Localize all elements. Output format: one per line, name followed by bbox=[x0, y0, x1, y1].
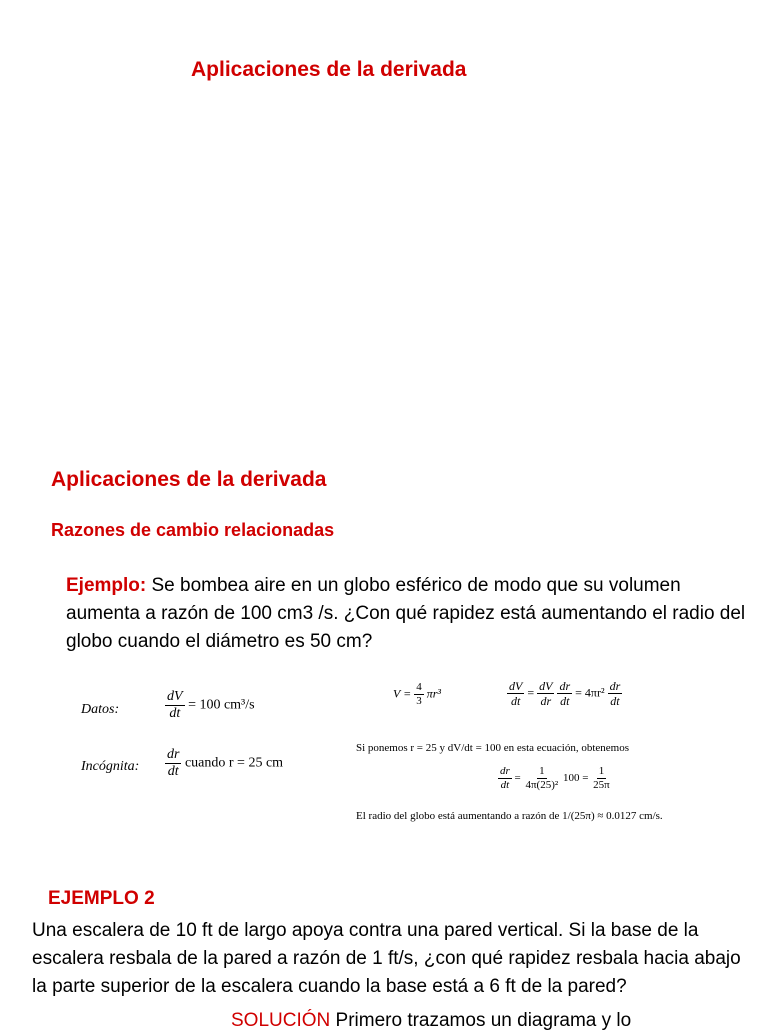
volume-fraction-den: 3 bbox=[416, 695, 422, 707]
page-title: Aplicaciones de la derivada bbox=[191, 58, 467, 81]
chain-frac-1 bbox=[507, 680, 524, 707]
chain-frac-1-den: dt bbox=[511, 694, 521, 708]
section-title: Aplicaciones de la derivada bbox=[51, 468, 327, 491]
chain-frac-4 bbox=[608, 680, 623, 707]
result-frac-2-num: 1 bbox=[539, 765, 545, 777]
result-frac-3 bbox=[591, 766, 612, 791]
result-frac-3-den: 25π bbox=[593, 779, 610, 791]
result-frac-3-num: 1 bbox=[598, 765, 605, 777]
datos-fraction bbox=[165, 690, 185, 721]
chain-frac-3-den: dt bbox=[560, 694, 570, 708]
chain-frac-4-den: dt bbox=[610, 694, 620, 708]
example-1-label: Ejemplo: bbox=[66, 575, 147, 596]
datos-fraction-num: dV bbox=[167, 689, 183, 704]
solution-line bbox=[231, 1010, 631, 1032]
incognita-fraction bbox=[165, 748, 181, 779]
chain-frac-1-num: dV bbox=[509, 679, 523, 693]
substitution-line: Si ponemos r = 25 y dV/dt = 100 en esta ecuación, obtenemos bbox=[356, 742, 629, 754]
chain-frac-2-den: dr bbox=[540, 694, 552, 708]
incognita-condition: cuando r = 25 cm bbox=[184, 755, 284, 771]
result-mid: 100 = bbox=[562, 772, 589, 785]
chain-rule-equation bbox=[507, 680, 622, 707]
volume-rhs: πr³ bbox=[426, 686, 441, 701]
result-frac-1-num: dr bbox=[500, 765, 510, 777]
volume-fraction bbox=[414, 682, 424, 707]
incognita-equation bbox=[165, 748, 283, 779]
example-2-paragraph: Una escalera de 10 ft de largo apoya contra una pared vertical. Si la base de la escalera resbala de la pared a razón de 1 ft/s, ¿con qué rapidez resbala hacia abajo la parte superior de la escalera cuando la base está a 6 ft de la pared? bbox=[32, 920, 741, 997]
chain-frac-2 bbox=[537, 680, 554, 707]
section-subtitle: Razones de cambio relacionadas bbox=[51, 520, 335, 540]
volume-lhs: V = bbox=[393, 686, 415, 701]
chain-frac-4-num: dr bbox=[609, 679, 621, 693]
chain-mid: = 4πr² bbox=[575, 685, 605, 700]
datos-value: = 100 cm³/s bbox=[188, 697, 255, 713]
chain-frac-3 bbox=[557, 680, 572, 707]
result-frac-1 bbox=[498, 766, 512, 791]
datos-fraction-den: dt bbox=[169, 706, 181, 721]
result-equation bbox=[498, 766, 612, 791]
volume-formula bbox=[393, 682, 441, 707]
example-1-paragraph bbox=[66, 572, 746, 656]
example-1-text: Se bombea aire en un globo esférico de modo que su volumen aumenta a razón de 100 cm3 /s. ¿Con qué rapidez está aumentando el radio del globo cuando el diámetro es 50 cm? bbox=[66, 575, 746, 652]
chain-equals: = bbox=[527, 685, 535, 700]
datos-label: Datos: bbox=[81, 702, 120, 717]
result-frac-2-den: 4π(25)² bbox=[525, 779, 559, 791]
example-2-heading: EJEMPLO 2 bbox=[48, 888, 155, 909]
datos-equation bbox=[165, 690, 255, 721]
result-frac-2 bbox=[524, 766, 561, 791]
incognita-label: Incógnita: bbox=[81, 759, 140, 774]
volume-fraction-num: 4 bbox=[416, 681, 422, 693]
chain-frac-3-num: dr bbox=[559, 679, 571, 693]
result-frac-1-den: dt bbox=[500, 779, 510, 791]
incognita-fraction-den: dt bbox=[167, 764, 179, 779]
conclusion-line: El radio del globo está aumentando a razón de 1/(25π) ≈ 0.0127 cm/s. bbox=[356, 810, 663, 822]
incognita-fraction-num: dr bbox=[167, 747, 180, 762]
result-equals: = bbox=[514, 772, 521, 785]
solution-label: SOLUCIÓN bbox=[231, 1010, 331, 1031]
chain-frac-2-num: dV bbox=[539, 679, 553, 693]
solution-text: Primero trazamos un diagrama y lo bbox=[330, 1010, 632, 1031]
